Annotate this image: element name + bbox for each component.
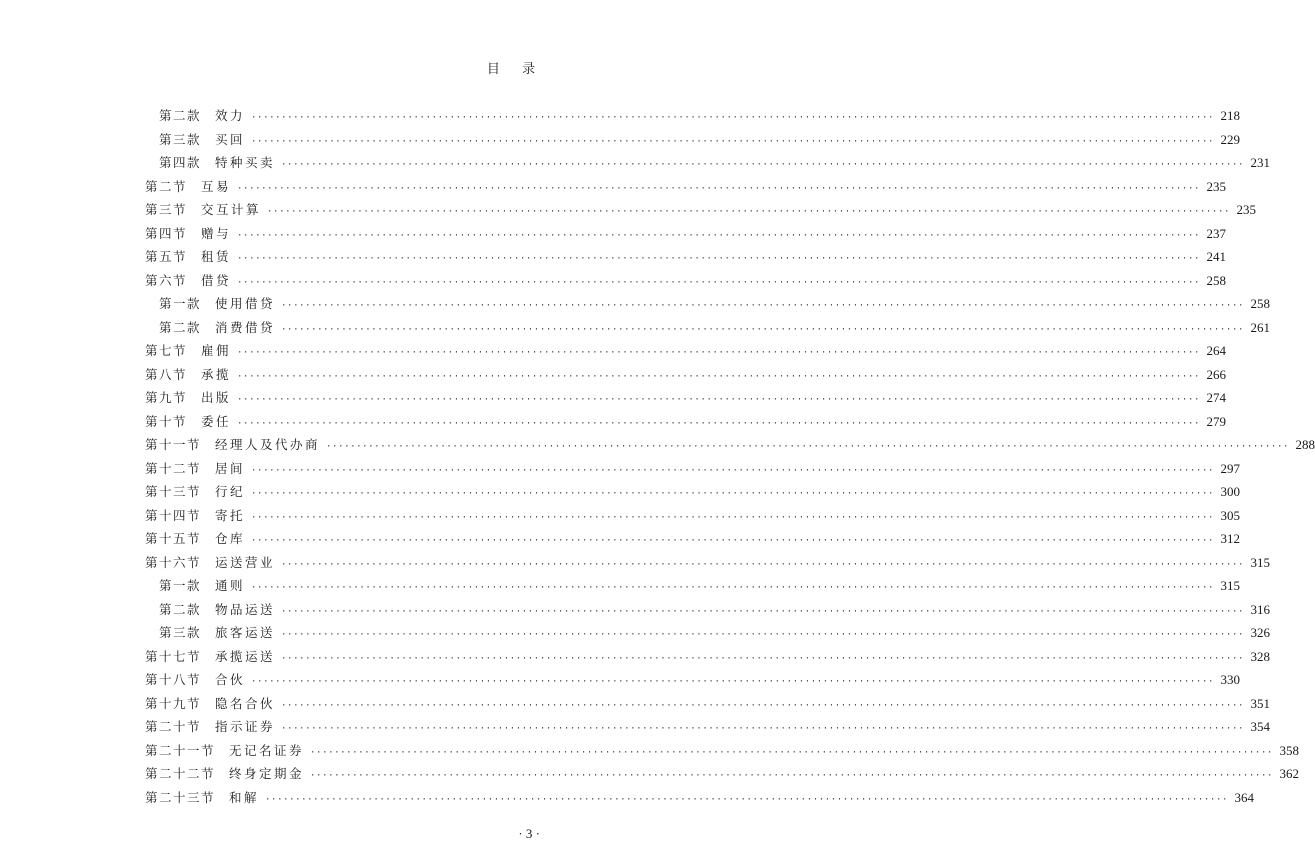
toc-entry[interactable]	[145, 764, 1299, 788]
dot-leader: ································································································································································	[237, 183, 1200, 194]
toc-entry-page: 300	[1220, 484, 1240, 499]
dot-leader: ································································································································································	[251, 136, 1214, 147]
dot-leader: ································································································································································	[237, 395, 1200, 405]
toc-entry[interactable]	[145, 529, 1240, 553]
dot-leader: ································································································································································	[310, 747, 1273, 758]
toc-entry[interactable]	[145, 459, 1240, 483]
toc-entry[interactable]	[145, 294, 1270, 318]
toc-entry-number: 第十节	[145, 413, 188, 429]
toc-entry-page: 315	[1220, 578, 1240, 593]
toc-entry-number: 第三节	[145, 202, 188, 217]
dot-leader: ································································································································································	[281, 559, 1244, 570]
table-of-contents	[145, 106, 1315, 811]
toc-entry-page: 315	[1250, 554, 1270, 570]
dot-leader: ································································································································································	[251, 465, 1214, 476]
toc-entry-page: 288	[1295, 437, 1315, 452]
dot-leader: ································································································································································	[281, 700, 1244, 711]
toc-entry[interactable]	[145, 153, 1270, 177]
toc-entry-title: 居间	[215, 460, 246, 476]
toc-entry-page: 330	[1220, 672, 1240, 687]
toc-entry[interactable]	[145, 576, 1240, 600]
toc-entry-title: 终身定期金	[229, 766, 305, 781]
toc-entry-title: 物品运送	[215, 601, 276, 617]
toc-entry-number: 第十六节	[145, 554, 202, 570]
toc-entry-number: 第六节	[145, 272, 188, 288]
toc-entry[interactable]	[145, 506, 1240, 530]
toc-entry[interactable]	[145, 788, 1254, 812]
toc-entry[interactable]	[145, 600, 1270, 624]
toc-entry[interactable]	[145, 200, 1256, 224]
toc-entry[interactable]	[145, 435, 1315, 459]
toc-entry[interactable]	[145, 365, 1226, 389]
toc-entry-page: 297	[1220, 460, 1240, 476]
dot-leader: ································································································································································	[267, 207, 1230, 217]
toc-entry-number: 第二十节	[145, 719, 202, 734]
toc-entry-page: 261	[1250, 319, 1270, 335]
toc-entry-title: 合伙	[215, 672, 246, 687]
toc-entry-number: 第七节	[145, 343, 188, 358]
toc-entry[interactable]	[145, 623, 1270, 647]
dot-leader: ································································································································································	[281, 324, 1244, 335]
page-number: · 3 ·	[518, 826, 540, 841]
toc-entry-page: 258	[1206, 272, 1226, 288]
toc-entry-title: 寄托	[215, 507, 246, 523]
toc-entry[interactable]	[145, 177, 1226, 201]
dot-leader: ································································································································································	[281, 301, 1244, 311]
dot-leader: ································································································································································	[237, 418, 1200, 429]
toc-entry-title: 出版	[201, 390, 232, 405]
toc-entry-number: 第一款	[159, 296, 202, 311]
toc-entry[interactable]	[145, 694, 1270, 718]
toc-entry-title: 承揽	[201, 366, 232, 382]
dot-leader: ································································································································································	[237, 254, 1200, 264]
dot-leader: ································································································································································	[310, 771, 1273, 781]
toc-entry-title: 雇佣	[201, 343, 232, 358]
toc-entry-title: 和解	[229, 789, 260, 805]
toc-entry-number: 第二款	[159, 108, 202, 123]
toc-entry-number: 第八节	[145, 366, 188, 382]
toc-entry-page: 258	[1250, 296, 1270, 311]
toc-entry-page: 305	[1220, 507, 1240, 523]
toc-entry-page: 328	[1250, 648, 1270, 664]
dot-leader: ································································································································································	[281, 724, 1244, 734]
toc-entry-title: 使用借贷	[215, 296, 276, 311]
toc-entry-number: 第十七节	[145, 648, 202, 664]
toc-entry-number: 第二节	[145, 178, 188, 194]
toc-entry-title: 行纪	[215, 484, 246, 499]
toc-entry[interactable]	[145, 247, 1226, 271]
toc-entry[interactable]	[145, 482, 1240, 506]
toc-entry[interactable]	[145, 106, 1240, 130]
toc-entry-page: 274	[1206, 390, 1226, 405]
toc-entry-title: 隐名合伙	[215, 695, 276, 711]
toc-entry-number: 第二十三节	[145, 789, 216, 805]
dot-leader: ································································································································································	[251, 677, 1214, 687]
toc-entry-page: 231	[1250, 155, 1270, 170]
toc-entry-number: 第十八节	[145, 672, 202, 687]
dot-leader: ································································································································································	[281, 160, 1244, 170]
toc-entry[interactable]	[145, 412, 1226, 436]
dot-leader: ································································································································································	[237, 348, 1200, 358]
toc-entry-number: 第十九节	[145, 695, 202, 711]
toc-entry-page: 358	[1279, 742, 1299, 758]
toc-entry-page: 316	[1250, 601, 1270, 617]
toc-entry-page: 364	[1234, 789, 1254, 805]
toc-entry-page: 237	[1206, 225, 1226, 241]
toc-entry-title: 通则	[215, 578, 246, 593]
toc-entry-title: 运送营业	[215, 554, 276, 570]
toc-entry-number: 第二款	[159, 319, 202, 335]
toc-entry-title: 效力	[215, 108, 246, 123]
toc-entry[interactable]	[145, 130, 1240, 154]
dot-leader: ································································································································································	[237, 371, 1200, 382]
toc-entry-title: 经理人及代办商	[215, 437, 321, 452]
dot-leader: ································································································································································	[251, 536, 1214, 546]
toc-entry-page: 218	[1220, 108, 1240, 123]
toc-entry[interactable]	[145, 224, 1226, 248]
toc-entry-page: 326	[1250, 625, 1270, 640]
toc-entry-number: 第一款	[159, 578, 202, 593]
toc-entry-page: 241	[1206, 249, 1226, 264]
toc-entry[interactable]	[145, 388, 1226, 412]
toc-entry-number: 第十二节	[145, 460, 202, 476]
dot-leader: ································································································································································	[251, 113, 1214, 123]
toc-entry-number: 第三款	[159, 131, 202, 147]
toc-entry-title: 交互计算	[201, 202, 262, 217]
toc-entry-number: 第九节	[145, 390, 188, 405]
toc-entry-title: 仓库	[215, 531, 246, 546]
toc-entry-page: 279	[1206, 413, 1226, 429]
toc-entry-page: 229	[1220, 131, 1240, 147]
toc-entry-title: 特种买卖	[215, 155, 276, 170]
dot-leader: ································································································································································	[251, 489, 1214, 499]
toc-entry[interactable]	[145, 271, 1226, 295]
toc-entry-number: 第二十一节	[145, 742, 216, 758]
toc-entry[interactable]	[145, 553, 1270, 577]
dot-leader: ································································································································································	[281, 653, 1244, 664]
toc-entry-number: 第四款	[159, 155, 202, 170]
toc-entry-title: 买回	[215, 131, 246, 147]
toc-entry-title: 旅客运送	[215, 625, 276, 640]
toc-entry-title: 借贷	[201, 272, 232, 288]
toc-entry-page: 351	[1250, 695, 1270, 711]
dot-leader: ································································································································································	[251, 512, 1214, 523]
toc-entry-number: 第十三节	[145, 484, 202, 499]
toc-entry-title: 无记名证券	[229, 742, 305, 758]
toc-entry-page: 266	[1206, 366, 1226, 382]
toc-entry-page: 362	[1279, 766, 1299, 781]
toc-entry-page: 264	[1206, 343, 1226, 358]
toc-entry[interactable]	[145, 670, 1240, 694]
toc-entry-page: 235	[1236, 202, 1256, 217]
dot-leader: ································································································································································	[265, 794, 1228, 805]
toc-entry-number: 第十四节	[145, 507, 202, 523]
toc-entry-number: 第三款	[159, 625, 202, 640]
dot-leader: ································································································································································	[237, 230, 1200, 241]
toc-entry-title: 租赁	[201, 249, 232, 264]
toc-entry[interactable]	[145, 741, 1299, 765]
toc-entry[interactable]	[145, 717, 1270, 741]
toc-entry-page: 235	[1206, 178, 1226, 194]
toc-entry-number: 第十五节	[145, 531, 202, 546]
dot-leader: ································································································································································	[251, 583, 1214, 593]
running-header: 目 录	[486, 62, 544, 77]
toc-entry-title: 委任	[201, 413, 232, 429]
toc-entry[interactable]	[145, 647, 1270, 671]
toc-entry[interactable]	[145, 341, 1226, 365]
toc-entry-title: 消费借贷	[215, 319, 276, 335]
dot-leader: ································································································································································	[281, 630, 1244, 640]
toc-entry-number: 第十一节	[145, 437, 202, 452]
toc-entry-number: 第二款	[159, 601, 202, 617]
toc-entry-title: 承揽运送	[215, 648, 276, 664]
toc-entry-title: 互易	[201, 178, 232, 194]
toc-entry-title: 指示证券	[215, 719, 276, 734]
dot-leader: ································································································································································	[237, 277, 1200, 288]
dot-leader: ································································································································································	[281, 606, 1244, 617]
toc-entry-page: 312	[1220, 531, 1240, 546]
toc-entry-page: 354	[1250, 719, 1270, 734]
toc-entry-number: 第五节	[145, 249, 188, 264]
toc-entry-number: 第四节	[145, 225, 188, 241]
toc-entry-number: 第二十二节	[145, 766, 216, 781]
toc-entry[interactable]	[145, 318, 1270, 342]
dot-leader: ································································································································································	[326, 442, 1289, 452]
toc-entry-title: 赠与	[201, 225, 232, 241]
